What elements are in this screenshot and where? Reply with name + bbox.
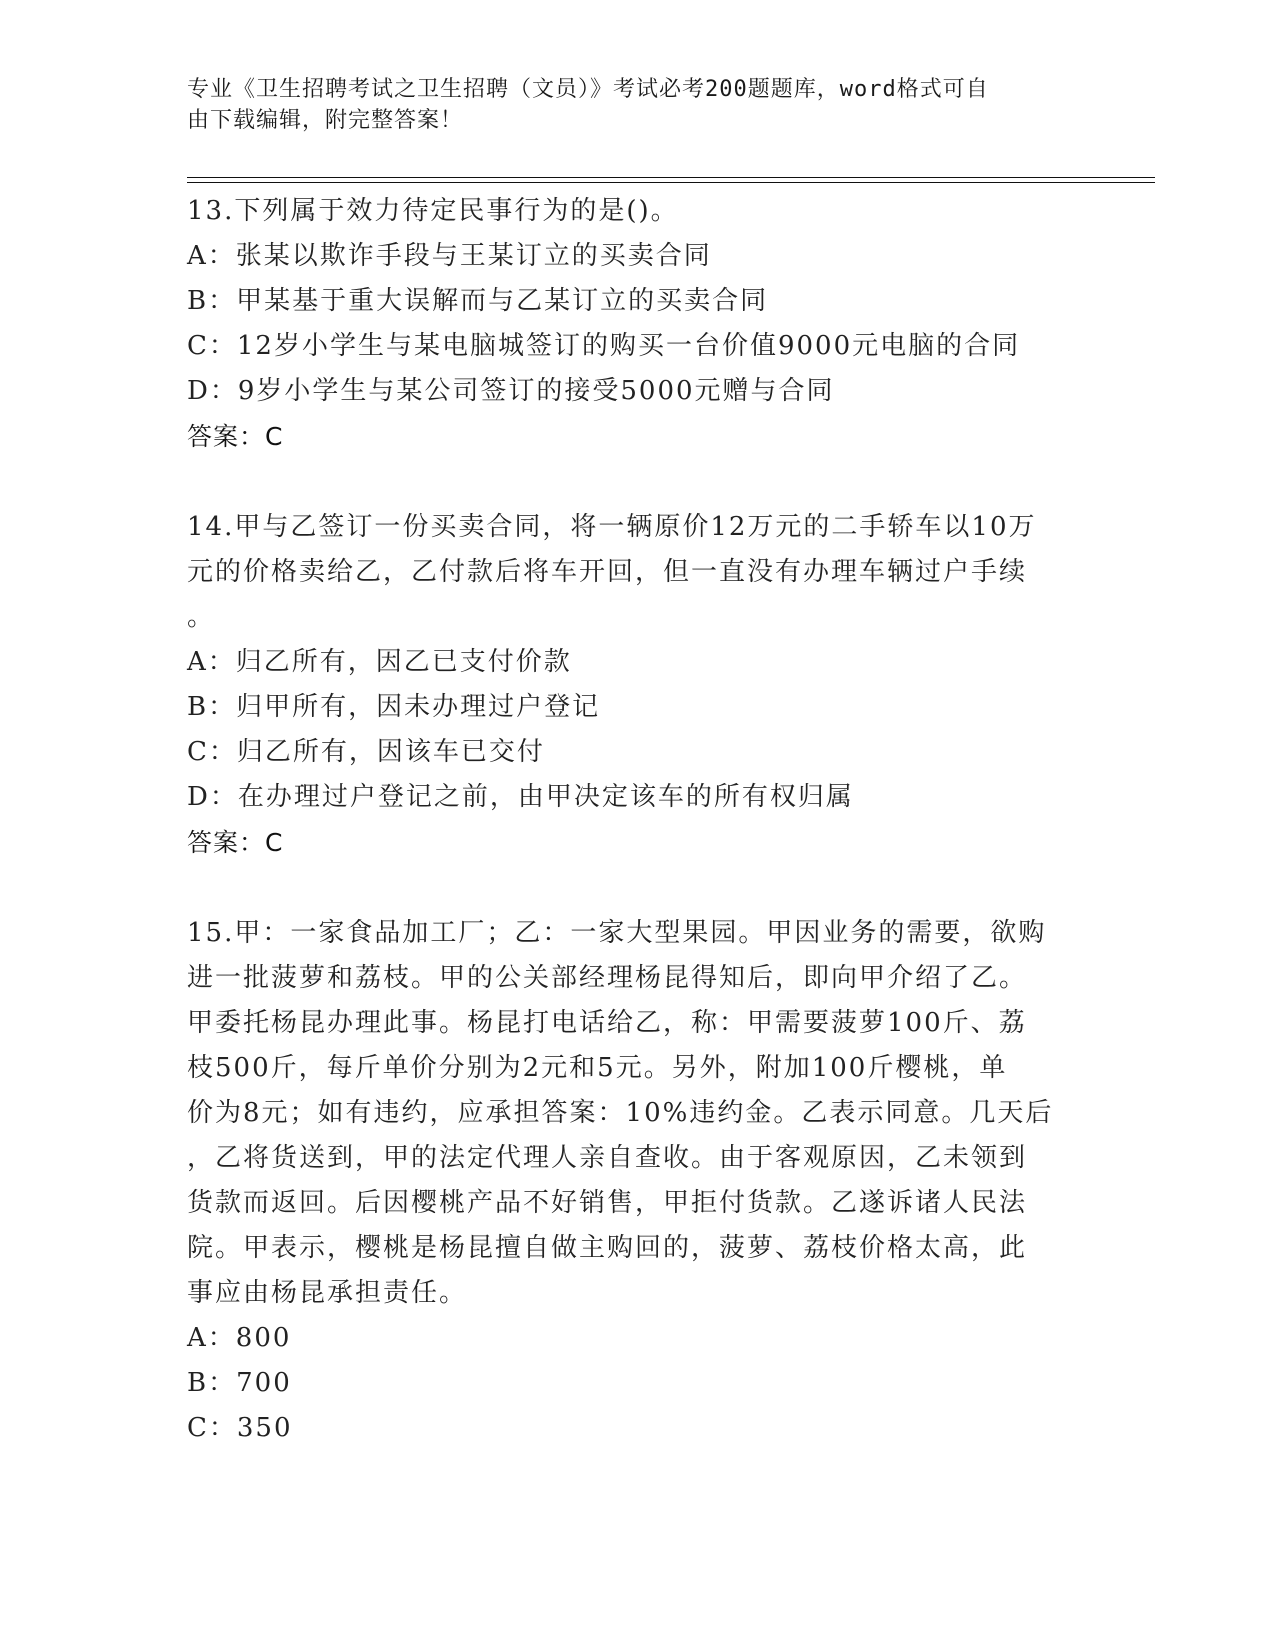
question-list <box>187 189 1087 1451</box>
option-b: B：归甲所有，因未办理过户登记 <box>187 692 601 722</box>
question-stem-line-5: 价为8元；如有违约，应承担答案：10%违约金。乙表示同意。几天后 <box>187 1098 1054 1128</box>
option-d: D：在办理过户登记之前，由甲决定该车的所有权归属 <box>187 782 854 812</box>
option-c: C：12岁小学生与某电脑城签订的购买一台价值9000元电脑的合同 <box>187 331 1021 361</box>
question-stem-line-6: ，乙将货送到，甲的法定代理人亲自查收。由于客观原因，乙未领到 <box>187 1143 1028 1173</box>
option-a: A：800 <box>187 1323 292 1353</box>
option-c: C：归乙所有，因该车已交付 <box>187 737 545 767</box>
question-stem-line-1: 14.甲与乙签订一份买卖合同，将一辆原价12万元的二手轿车以10万 <box>187 512 1037 542</box>
question-gap <box>187 865 1087 911</box>
header-rule-bottom <box>187 182 1155 183</box>
option-d: D：9岁小学生与某公司签订的接受5000元赠与合同 <box>187 376 835 406</box>
question-stem-line-3: 。 <box>187 602 216 632</box>
question-stem-line-7: 货款而返回。后因樱桃产品不好销售，甲拒付货款。乙遂诉诸人民法 <box>187 1188 1028 1218</box>
option-c: C：350 <box>187 1413 293 1443</box>
answer-line: 答案：C <box>187 828 284 857</box>
question-stem-line-3: 甲委托杨昆办理此事。杨昆打电话给乙，称：甲需要菠萝100斤、荔 <box>187 1008 1027 1038</box>
option-a: A：归乙所有，因乙已支付价款 <box>187 647 572 677</box>
question-gap <box>187 459 1087 505</box>
question-stem-line-8: 院。甲表示，樱桃是杨昆擅自做主购回的，菠萝、荔枝价格太高，此 <box>187 1233 1028 1263</box>
option-b: B：700 <box>187 1368 292 1398</box>
answer-line: 答案：C <box>187 422 284 451</box>
document-header <box>187 74 1087 136</box>
question-stem-line-4: 枝500斤，每斤单价分别为2元和5元。另外，附加100斤樱桃，单 <box>187 1053 1008 1083</box>
question-13 <box>187 189 1087 459</box>
question-stem-line-9: 事应由杨昆承担责任。 <box>187 1278 468 1308</box>
question-15 <box>187 911 1087 1451</box>
option-b: B：甲某基于重大误解而与乙某订立的买卖合同 <box>187 286 769 316</box>
question-stem: 13.下列属于效力待定民事行为的是()。 <box>187 196 679 226</box>
header-rule-top <box>187 177 1155 178</box>
header-line-1: 专业《卫生招聘考试之卫生招聘（文员）》考试必考200题题库，word格式可自 <box>187 77 989 102</box>
question-stem-line-2: 元的价格卖给乙，乙付款后将车开回，但一直没有办理车辆过户手续 <box>187 557 1028 587</box>
option-a: A：张某以欺诈手段与王某订立的买卖合同 <box>187 241 712 271</box>
question-14 <box>187 505 1087 865</box>
question-stem-line-2: 进一批菠萝和荔枝。甲的公关部经理杨昆得知后，即向甲介绍了乙。 <box>187 963 1028 993</box>
question-stem-line-1: 15.甲：一家食品加工厂；乙：一家大型果园。甲因业务的需要，欲购 <box>187 918 1047 948</box>
header-line-2: 由下载编辑，附完整答案！ <box>187 108 464 133</box>
